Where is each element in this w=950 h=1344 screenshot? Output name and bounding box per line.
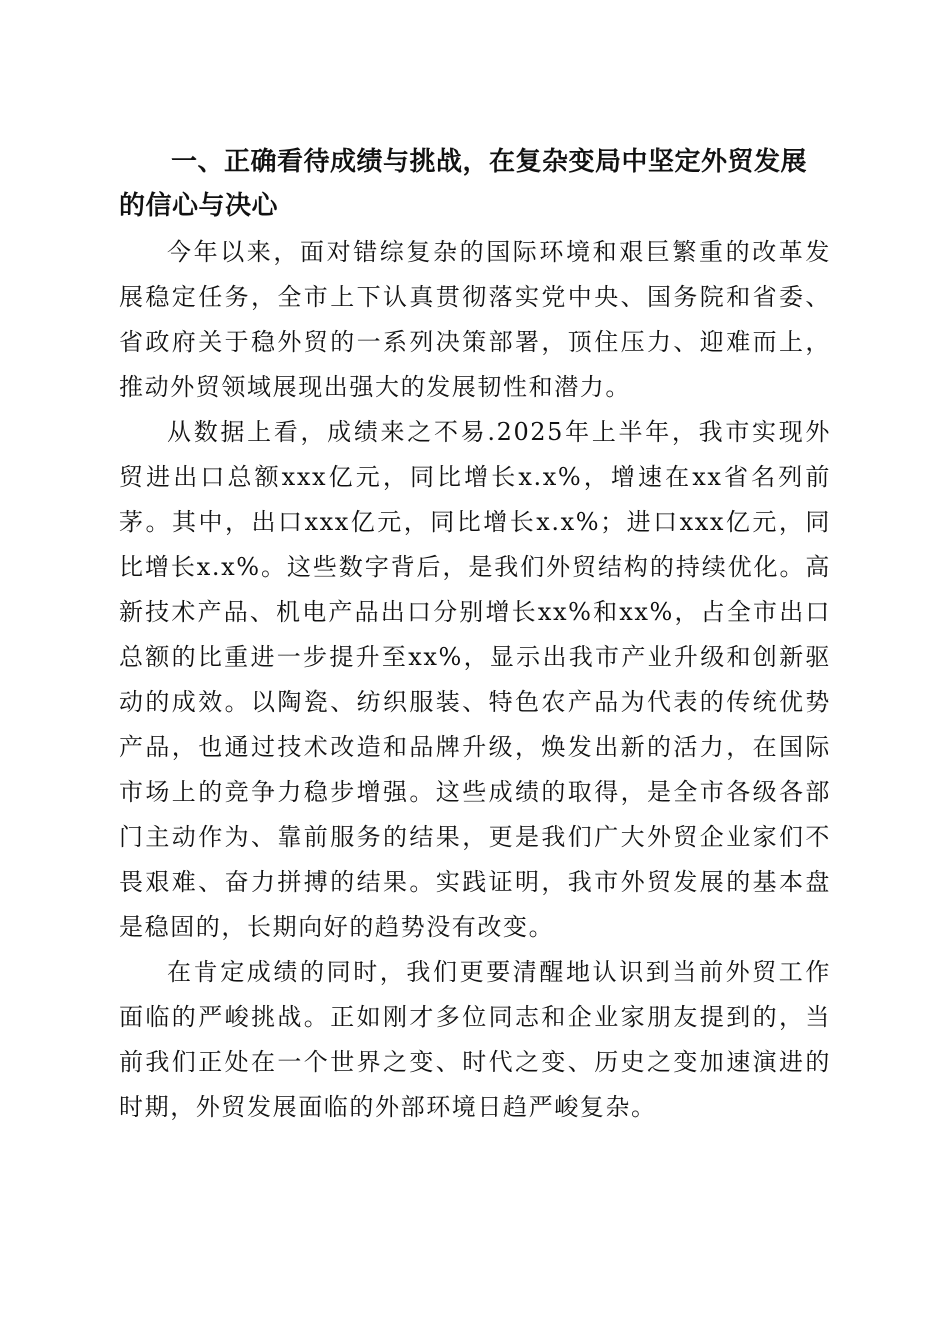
paragraph-data-overview: 从数据上看，成绩来之不易.2025年上半年，我市实现外贸进出口总额xxx亿元，同比增长x.x%，增速在xx省名列前茅。其中，出口xxx亿元，同比增长x.x%；进口xxx亿元，同比增长x.x%。这些数字背后，是我们外贸结构的持续优化。高新技术产品、机电产品出口分别增长xx%和xx%，占全市出口总额的比重进一步提升至xx%，显示出我市产业升级和创新驱动的成效。以陶瓷、纺织服装、特色农产品为代表的传统优势产品，也通过技术改造和品牌升级，焕发出新的活力，在国际市场上的竞争力稳步增强。这些成绩的取得，是全市各级各部门主动作为、靠前服务的结果，更是我们广大外贸企业家们不畏艰难、奋力拼搏的结果。实践证明，我市外贸发展的基本盘是稳固的，长期向好的趋势没有改变。 bbox=[119, 418, 831, 941]
document-body bbox=[119, 140, 831, 1130]
section-heading: 一、正确看待成绩与挑战，在复杂变局中坚定外贸发展的信心与决心 bbox=[119, 147, 808, 221]
paragraph-challenges: 在肯定成绩的同时，我们更要清醒地认识到当前外贸工作面临的严峻挑战。正如刚才多位同志和企业家朋友提到的，当前我们正处在一个世界之变、时代之变、历史之变加速演进的时期，外贸发展面临的外部环境日趋严峻复杂。 bbox=[119, 958, 831, 1121]
paragraph-intro: 今年以来，面对错综复杂的国际环境和艰巨繁重的改革发展稳定任务，全市上下认真贯彻落实党中央、国务院和省委、省政府关于稳外贸的一系列决策部署，顶住压力、迎难而上，推动外贸领域展现出强大的发展韧性和潜力。 bbox=[119, 238, 831, 401]
